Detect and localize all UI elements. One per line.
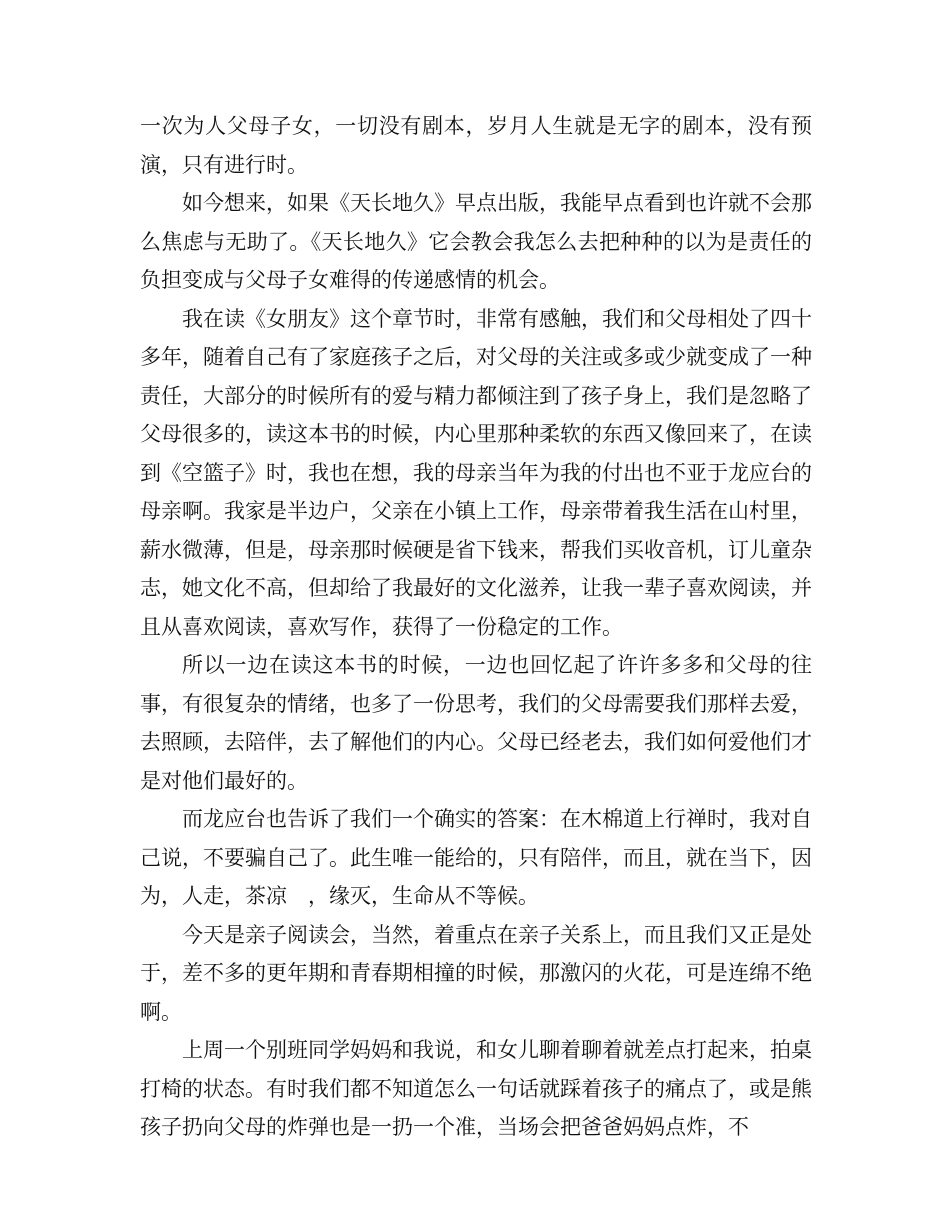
paragraph-6: 今天是亲子阅读会，当然，着重点在亲子关系上，而且我们又正是处于，差不多的更年期和青春期相撞的时候，那激闪的火花，可是连绵不绝啊。 bbox=[140, 922, 812, 1024]
paragraph-1: 一次为人父母子女，一切没有剧本，岁月人生就是无字的剧本，没有预演，只有进行时。 bbox=[140, 114, 812, 177]
paragraph-7: 上周一个别班同学妈妈和我说，和女儿聊着聊着就差点打起来，拍桌打椅的状态。有时我们都不知道怎么一句话就踩着孩子的痛点了，或是熊孩子扔向父母的炸弹也是一扔一个准，当场会把爸爸妈妈点炸，不 bbox=[140, 1038, 812, 1139]
document-body bbox=[140, 107, 812, 1147]
paragraph-3: 我在读《女朋友》这个章节时，非常有感触，我们和父母相处了四十多年，随着自己有了家庭孩子之后，对父母的关注或多或少就变成了一种责任，大部分的时候所有的爱与精力都倾注到了孩子身上，我们是忽略了父母很多的，读这本书的时候，内心里那种柔软的东西又像回来了，在读到《空篮子》时，我也在想，我的母亲当年为我的付出也不亚于龙应台的母亲啊。我家是半边户，父亲在小镇上工作，母亲带着我生活在山村里，薪水微薄，但是，母亲那时候硬是省下钱来，帮我们买收音机，订儿童杂志，她文化不高，但却给了我最好的文化滋养，让我一辈子喜欢阅读，并且从喜欢阅读，喜欢写作，获得了一份稳定的工作。 bbox=[140, 306, 812, 639]
paragraph-2: 如今想来，如果《天长地久》早点出版，我能早点看到也许就不会那么焦虑与无助了。《天长地久》它会教会我怎么去把种种的以为是责任的负担变成与父母子女难得的传递感情的机会。 bbox=[140, 191, 812, 292]
paragraph-4: 所以一边在读这本书的时候，一边也回忆起了许许多多和父母的往事，有很复杂的情绪，也多了一份思考，我们的父母需要我们那样去爱，去照顾，去陪伴，去了解他们的内心。父母已经老去，我们如何爱他们才是对他们最好的。 bbox=[140, 653, 812, 793]
paragraph-5: 而龙应台也告诉了我们一个确实的答案：在木棉道上行禅时，我对自己说，不要骗自己了。此生唯一能给的，只有陪伴，而且，就在当下，因为，人走，茶凉 ，缘灭，生命从不等候。 bbox=[140, 807, 812, 908]
